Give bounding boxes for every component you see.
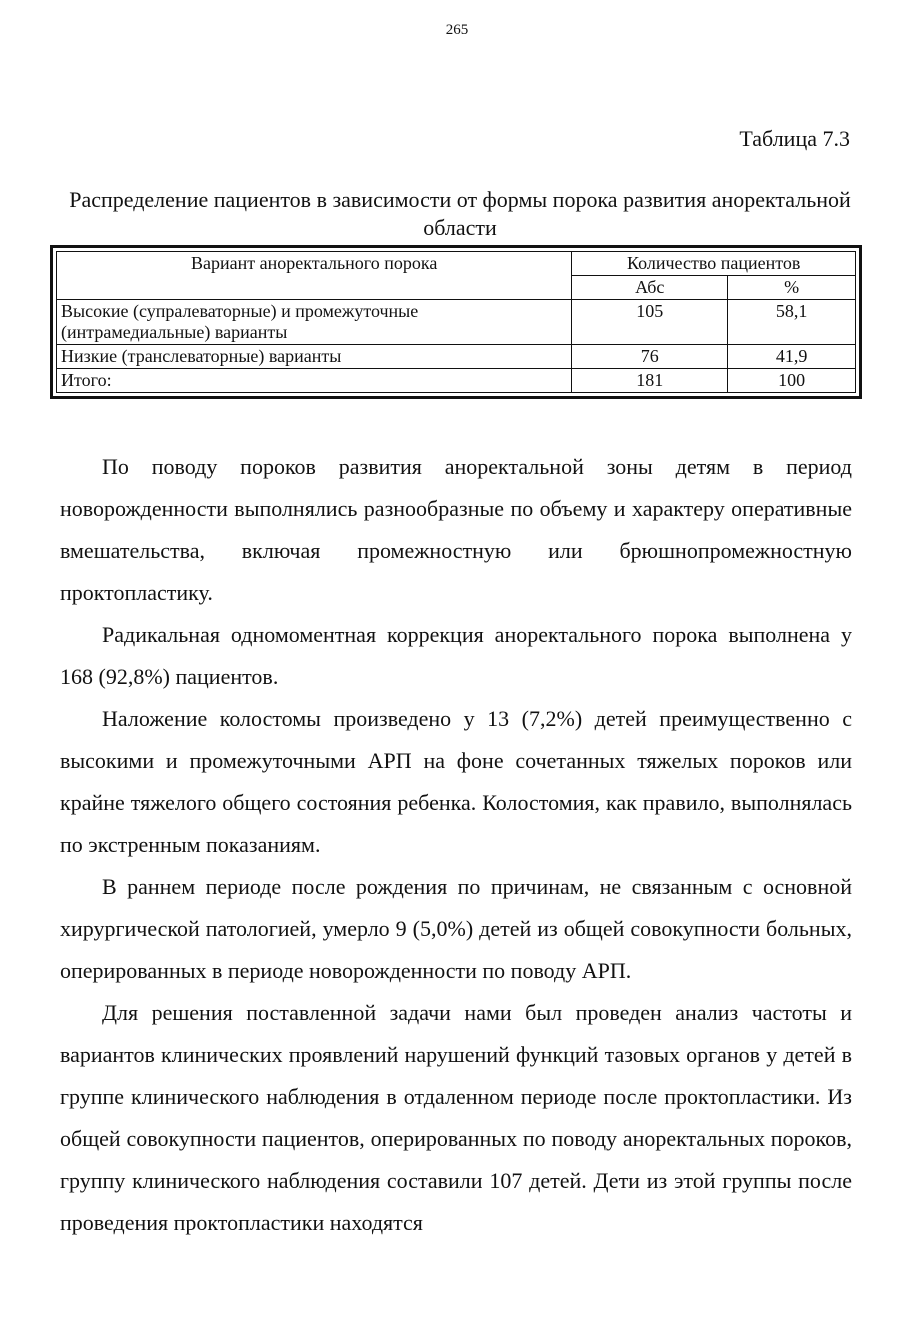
header-abs: Абс bbox=[572, 276, 728, 300]
row-percent: 100 bbox=[728, 369, 856, 393]
table-row bbox=[57, 345, 856, 369]
body-text bbox=[60, 446, 852, 1244]
data-table bbox=[50, 245, 862, 399]
row-percent: 58,1 bbox=[728, 300, 856, 345]
row-variant: Низкие (транслеваторные) варианты bbox=[57, 345, 572, 369]
paragraph: Наложение колостомы произведено у 13 (7,2%) детей преимущественно с высокими и промежуточными АРП на фоне сочетанных тяжелых пороков или крайне тяжелого общего состояния ребенка. Колостомия, как правило, выполнялась по экстренным показаниям. bbox=[60, 706, 852, 857]
header-count: Количество пациентов bbox=[572, 252, 856, 276]
table-label: Таблица 7.3 bbox=[739, 126, 850, 151]
table-row-total bbox=[57, 369, 856, 393]
row-percent: 41,9 bbox=[728, 345, 856, 369]
paragraph: Для решения поставленной задачи нами был проведен анализ частоты и вариантов клинических проявлений нарушений функций тазовых органов у детей в группе клинического наблюдения в отдаленном периоде после проктопластики. Из общей совокупности пациентов, оперированных по поводу аноректальных пороков, группу клинического наблюдения составили 107 детей. Дети из этой группы после проведения проктопластики находятся bbox=[60, 1000, 852, 1235]
table-grid bbox=[56, 251, 856, 393]
row-variant: Высокие (супралеваторные) и промежуточные (интрамедиальные) варианты bbox=[57, 300, 572, 345]
paragraph: Радикальная одномоментная коррекция аноректального порока выполнена у 168 (92,8%) пациентов. bbox=[60, 622, 852, 689]
header-variant: Вариант аноректального порока bbox=[57, 252, 572, 300]
row-abs: 181 bbox=[572, 369, 728, 393]
page-number: 265 bbox=[445, 22, 469, 38]
paragraph: В раннем периоде после рождения по причинам, не связанным с основной хирургической патологией, умерло 9 (5,0%) детей из общей совокупности больных, оперированных в периоде новорожденности по поводу АРП. bbox=[60, 874, 852, 983]
header-percent: % bbox=[728, 276, 856, 300]
row-variant: Итого: bbox=[57, 369, 572, 393]
row-abs: 105 bbox=[572, 300, 728, 345]
paragraph: По поводу пороков развития аноректальной зоны детям в период новорожденности выполнялись разнообразные по объему и характеру оперативные вмешательства, включая промежностную или брюшнопромежностную проктопластику. bbox=[60, 454, 852, 605]
table-title: Распределение пациентов в зависимости от формы порока развития аноректальной области bbox=[69, 187, 851, 240]
table-row bbox=[57, 300, 856, 345]
row-abs: 76 bbox=[572, 345, 728, 369]
table-header-row bbox=[57, 252, 856, 276]
